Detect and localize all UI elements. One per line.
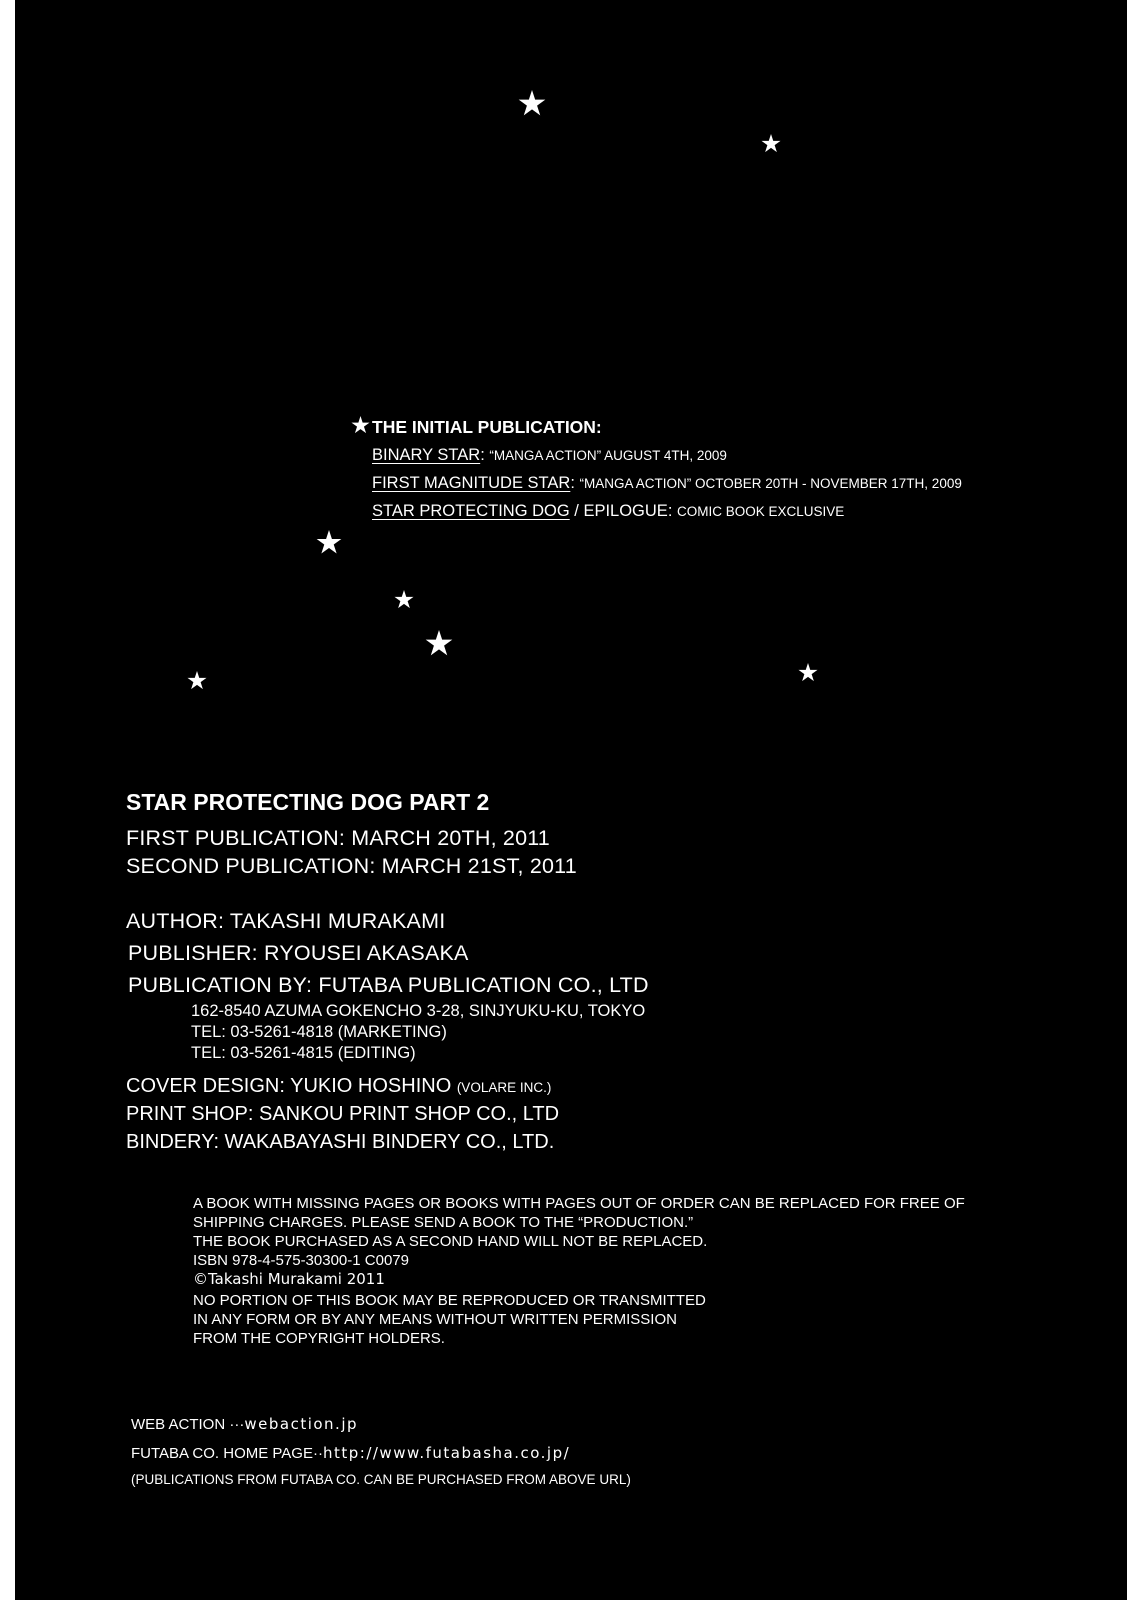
- initial-publication-heading: THE INITIAL PUBLICATION:: [372, 417, 602, 437]
- first-publication-date: FIRST PUBLICATION: MARCH 20TH, 2011: [126, 826, 550, 850]
- home-page-label: FUTABA CO. HOME PAGE: [131, 1445, 313, 1462]
- book-title: STAR PROTECTING DOG PART 2: [126, 789, 490, 815]
- home-page-separator: ··: [312, 1445, 323, 1462]
- publication-separator: / EPILOGUE:: [569, 502, 677, 520]
- publication-separator: :: [480, 446, 490, 464]
- star-icon: [761, 134, 781, 154]
- star-icon: [518, 90, 546, 118]
- cover-design-note: (VOLARE INC.): [456, 1080, 552, 1095]
- publication-by-credit: PUBLICATION BY: FUTABA PUBLICATION CO., LTD: [128, 973, 649, 997]
- second-hand-notice: THE BOOK PURCHASED AS A SECOND HAND WILL NOT BE REPLACED.: [193, 1233, 708, 1250]
- publication-separator: :: [570, 474, 580, 492]
- reproduction-notice-line: IN ANY FORM OR BY ANY MEANS WITHOUT WRITTEN PERMISSION: [193, 1311, 677, 1328]
- notices-block: [193, 1194, 965, 1348]
- publication-title: FIRST MAGNITUDE STAR: [372, 474, 571, 492]
- web-action-label: WEB ACTION: [131, 1416, 226, 1433]
- second-publication-date: SECOND PUBLICATION: MARCH 21ST, 2011: [126, 854, 577, 878]
- tel-marketing: TEL: 03-5261-4818 (MARKETING): [191, 1023, 447, 1041]
- star-icon: [425, 630, 453, 658]
- publication-title: BINARY STAR: [372, 446, 481, 464]
- print-shop-credit: PRINT SHOP: SANKOU PRINT SHOP CO., LTD: [126, 1103, 560, 1125]
- cover-design-text: COVER DESIGN: YUKIO HOSHINO: [126, 1075, 452, 1097]
- initial-publication-heading-row: [351, 416, 602, 438]
- cover-design-credit: [126, 1075, 551, 1098]
- isbn: ISBN 978-4-575-30300-1 C0079: [193, 1252, 409, 1269]
- publication-item: [372, 474, 962, 493]
- home-page-url[interactable]: http://www.futabasha.co.jp/: [322, 1444, 571, 1462]
- reproduction-notice-line: NO PORTION OF THIS BOOK MAY BE REPRODUCED OR TRANSMITTED: [193, 1292, 706, 1309]
- web-action-url[interactable]: webaction.jp: [244, 1415, 359, 1433]
- purchase-note: (PUBLICATIONS FROM FUTABA CO. CAN BE PURCHASED FROM ABOVE URL): [131, 1472, 631, 1487]
- reproduction-notice-line: FROM THE COPYRIGHT HOLDERS.: [193, 1330, 445, 1347]
- publication-item: [372, 502, 844, 521]
- replacement-notice-line: SHIPPING CHARGES. PLEASE SEND A BOOK TO THE “PRODUCTION.”: [193, 1214, 694, 1231]
- web-action-row: [131, 1415, 358, 1433]
- web-action-separator: ···: [229, 1416, 245, 1433]
- home-page-row: [131, 1444, 570, 1462]
- star-icon: [187, 671, 207, 691]
- publication-detail: COMIC BOOK EXCLUSIVE: [677, 504, 845, 519]
- replacement-notice-line: A BOOK WITH MISSING PAGES OR BOOKS WITH PAGES OUT OF ORDER CAN BE REPLACED FOR FREE OF: [193, 1195, 965, 1212]
- publication-title: STAR PROTECTING DOG: [372, 502, 570, 520]
- author-credit: AUTHOR: TAKASHI MURAKAMI: [126, 909, 446, 933]
- bindery-credit: BINDERY: WAKABAYASHI BINDERY CO., LTD.: [126, 1131, 555, 1153]
- star-icon: [394, 590, 414, 610]
- copyright: ©Takashi Murakami 2011: [193, 1270, 385, 1288]
- star-icon: [316, 530, 342, 556]
- bullet-star-icon: [351, 416, 370, 435]
- publisher-credit: PUBLISHER: RYOUSEI AKASAKA: [128, 941, 469, 965]
- colophon-page: [15, 0, 1127, 1600]
- tel-editing: TEL: 03-5261-4815 (EDITING): [191, 1044, 416, 1062]
- star-icon: [798, 663, 818, 683]
- publication-detail: “MANGA ACTION” AUGUST 4TH, 2009: [489, 448, 727, 463]
- publication-item: [372, 446, 727, 465]
- publisher-address: 162-8540 AZUMA GOKENCHO 3-28, SINJYUKU-KU, TOKYO: [191, 1002, 646, 1020]
- publication-detail: “MANGA ACTION” OCTOBER 20TH - NOVEMBER 17TH, 2009: [579, 476, 962, 491]
